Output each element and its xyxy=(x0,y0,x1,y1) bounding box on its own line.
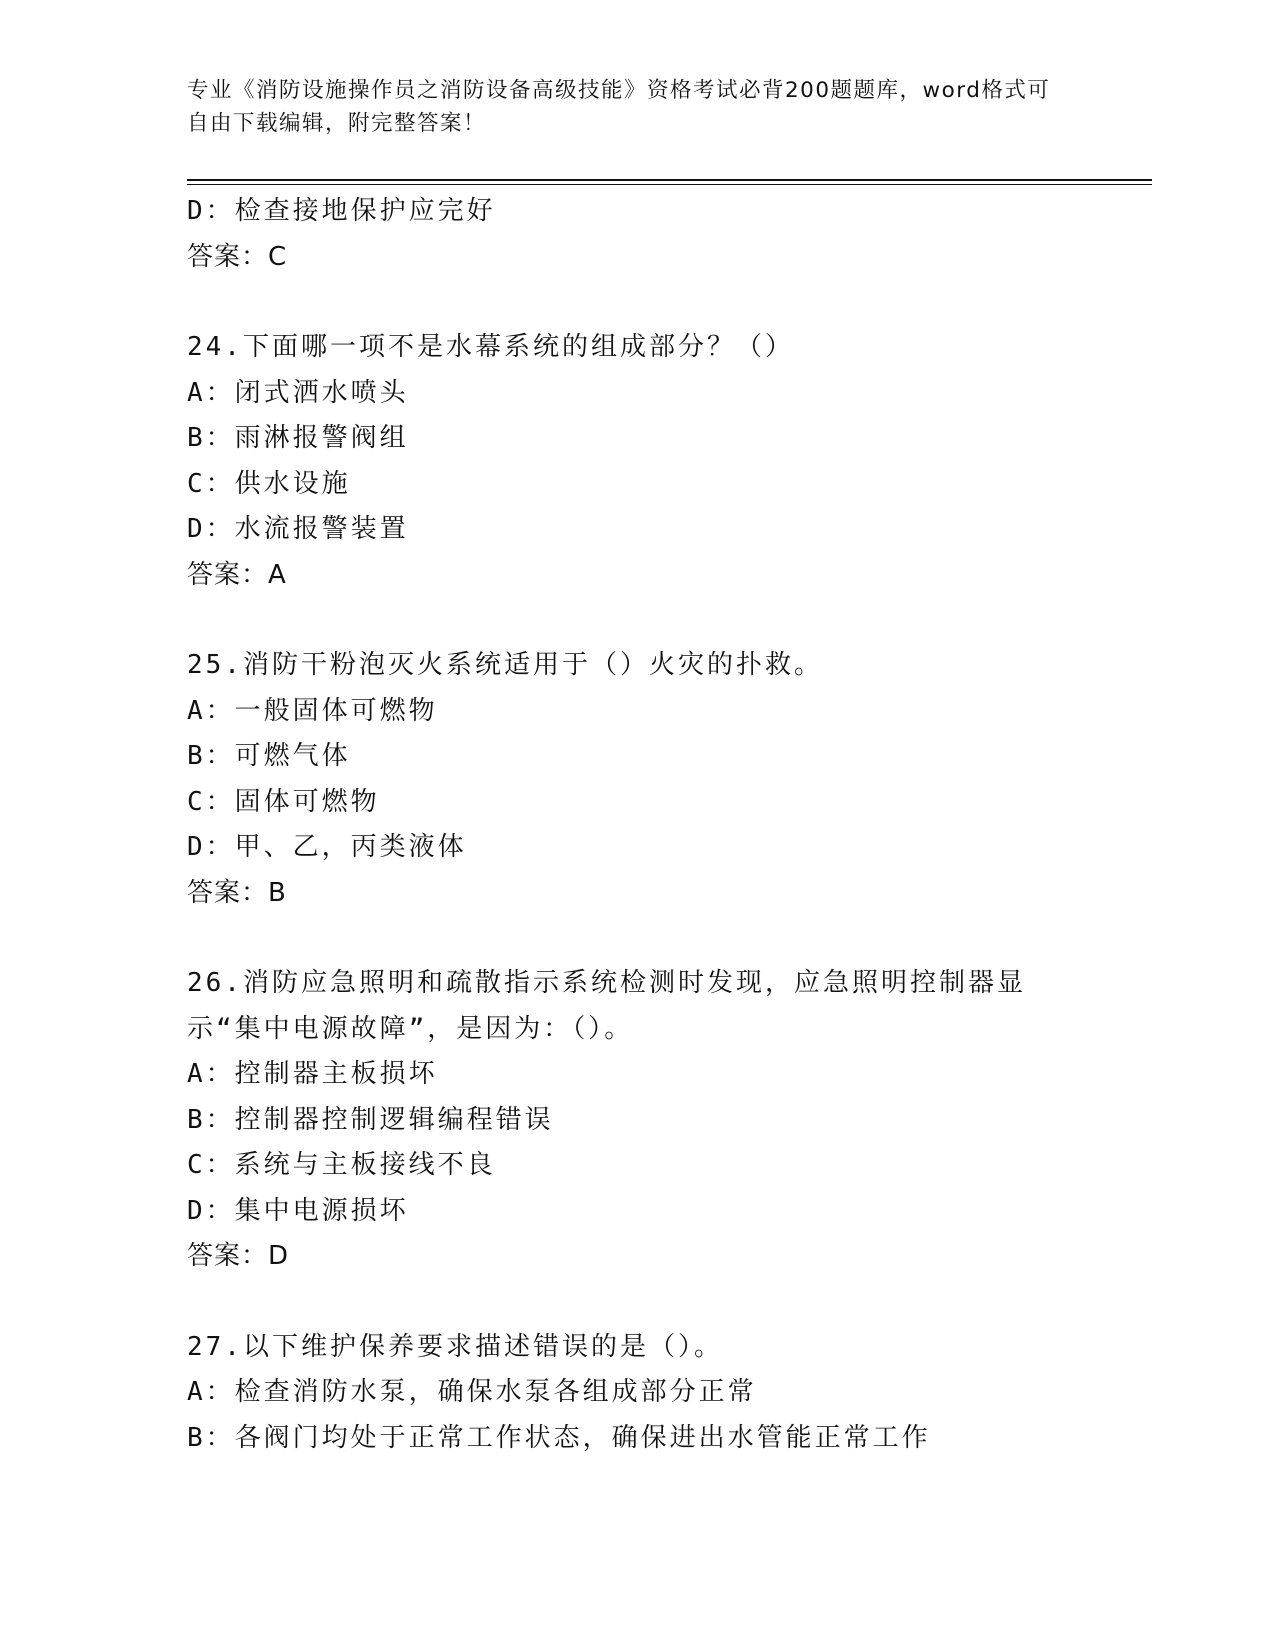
option-a: A：闭式洒水喷头 xyxy=(187,377,409,408)
option-d: D：集中电源损坏 xyxy=(187,1195,409,1226)
question-block-27 xyxy=(187,1325,1152,1462)
answer-line: 答案：C xyxy=(187,241,288,272)
option-c: C：供水设施 xyxy=(187,468,351,499)
option-d: D：检查接地保护应完好 xyxy=(187,196,496,226)
spacer xyxy=(187,1280,1152,1325)
option-c: C：固体可燃物 xyxy=(187,786,380,817)
spacer xyxy=(187,916,1152,961)
option-a: A：检查消防水泵，确保水泵各组成部分正常 xyxy=(187,1377,757,1407)
option-a: A：控制器主板损坏 xyxy=(187,1059,438,1089)
question-block-25 xyxy=(187,643,1152,916)
option-b: B：可燃气体 xyxy=(187,741,351,771)
spacer xyxy=(187,598,1152,643)
document-header: 专业《消防设施操作员之消防设备高级技能》资格考试必背200题题库，word格式可自由下载编辑，附完整答案！ xyxy=(187,78,1051,136)
header-divider-thick xyxy=(187,179,1152,181)
option-d: D：甲、乙，丙类液体 xyxy=(187,832,467,862)
question-text: 25.消防干粉泡灭火系统适用于（）火灾的扑救。 xyxy=(187,650,823,680)
answer-line: 答案：D xyxy=(187,1241,290,1271)
question-block-24 xyxy=(187,325,1152,598)
question-block-23 xyxy=(187,189,1152,280)
spacer xyxy=(187,280,1152,325)
option-d: D：水流报警装置 xyxy=(187,514,409,544)
answer-line: 答案：A xyxy=(187,559,287,590)
option-a: A：一般固体可燃物 xyxy=(187,695,438,726)
option-b: B：各阀门均处于正常工作状态，确保进出水管能正常工作 xyxy=(187,1422,931,1453)
header-divider-thin xyxy=(187,184,1152,185)
question-text: 27.以下维护保养要求描述错误的是（）。 xyxy=(187,1331,723,1362)
question-text: 24.下面哪一项不是水幕系统的组成部分？（） xyxy=(187,332,794,362)
option-c: C：系统与主板接线不良 xyxy=(187,1150,496,1180)
option-b: B：控制器控制逻辑编程错误 xyxy=(187,1104,554,1135)
question-block-26 xyxy=(187,961,1152,1280)
question-text: 26.消防应急照明和疏散指示系统检测时发现，应急照明控制器显示“集中电源故障”，是因为：（）。 xyxy=(187,968,1026,1044)
option-b: B：雨淋报警阀组 xyxy=(187,423,409,453)
question-list xyxy=(187,189,1152,1461)
answer-line: 答案：B xyxy=(187,877,287,908)
